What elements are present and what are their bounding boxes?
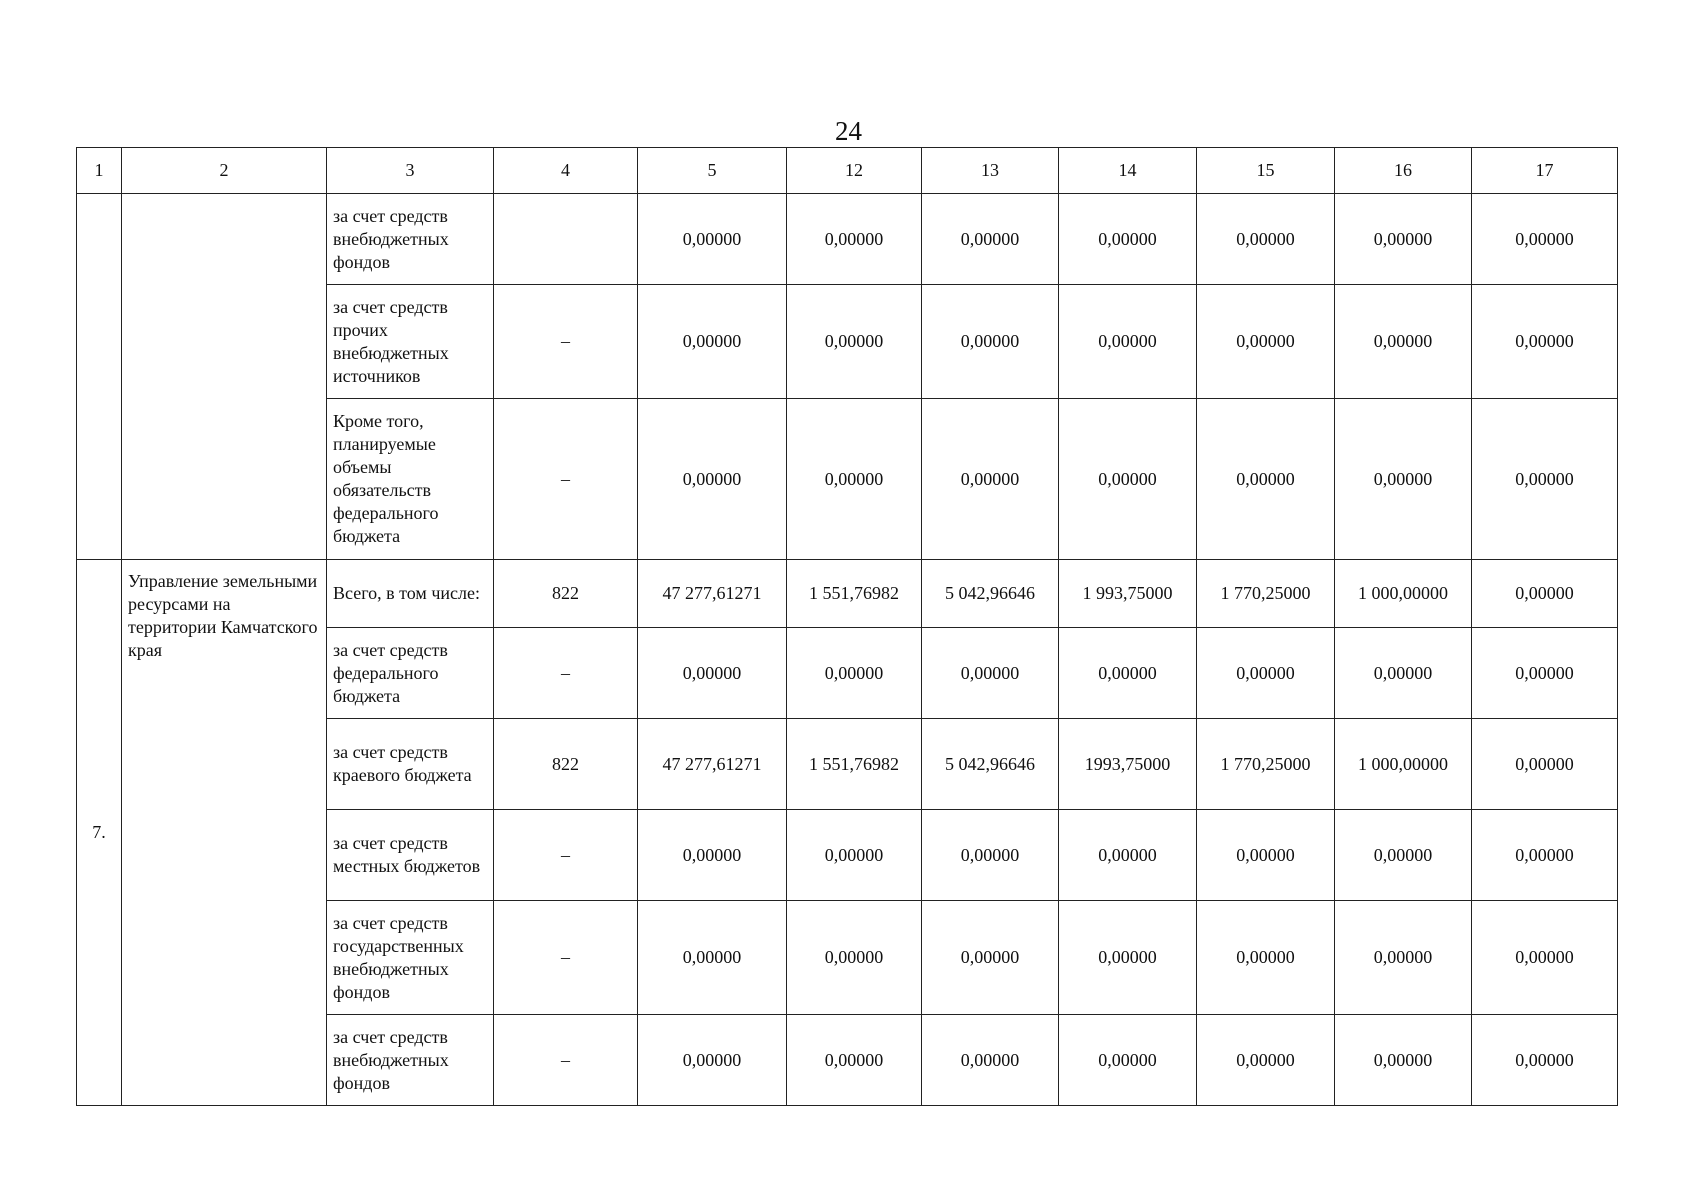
header-cell: 3 bbox=[327, 148, 494, 194]
value-cell: 0,00000 bbox=[1059, 285, 1197, 399]
value-cell: 1 551,76982 bbox=[787, 560, 922, 628]
value-cell: 0,00000 bbox=[1197, 901, 1335, 1015]
code-cell: – bbox=[494, 810, 638, 901]
page-number: 24 bbox=[835, 116, 862, 146]
value-cell: 47 277,61271 bbox=[638, 560, 787, 628]
value-cell: 0,00000 bbox=[1472, 194, 1618, 285]
source-cell: за счет средств местных бюджетов bbox=[327, 810, 494, 901]
value-cell: 0,00000 bbox=[787, 901, 922, 1015]
value-cell: 0,00000 bbox=[638, 901, 787, 1015]
value-cell: 0,00000 bbox=[922, 810, 1059, 901]
value-cell: 0,00000 bbox=[787, 285, 922, 399]
code-cell: 822 bbox=[494, 560, 638, 628]
header-cell: 2 bbox=[122, 148, 327, 194]
code-cell: – bbox=[494, 628, 638, 719]
value-cell: 0,00000 bbox=[1059, 810, 1197, 901]
value-cell: 0,00000 bbox=[1335, 399, 1472, 560]
value-cell: 0,00000 bbox=[638, 628, 787, 719]
value-cell: 0,00000 bbox=[1335, 628, 1472, 719]
value-cell: 0,00000 bbox=[787, 194, 922, 285]
value-cell: 0,00000 bbox=[1472, 901, 1618, 1015]
value-cell: 0,00000 bbox=[922, 399, 1059, 560]
table-row bbox=[77, 560, 1618, 628]
item-number: 7. bbox=[77, 560, 122, 1106]
value-cell: 0,00000 bbox=[1197, 399, 1335, 560]
header-cell: 4 bbox=[494, 148, 638, 194]
value-cell: 1993,75000 bbox=[1059, 719, 1197, 810]
value-cell: 0,00000 bbox=[1472, 399, 1618, 560]
item-name: Управление земельными ресурсами на территории Камчатского края bbox=[122, 560, 327, 1106]
value-cell: 0,00000 bbox=[1197, 194, 1335, 285]
value-cell: 1 000,00000 bbox=[1335, 719, 1472, 810]
header-cell: 14 bbox=[1059, 148, 1197, 194]
budget-table bbox=[76, 147, 1618, 1106]
value-cell: 0,00000 bbox=[1335, 1015, 1472, 1106]
value-cell: 0,00000 bbox=[1335, 901, 1472, 1015]
value-cell: 0,00000 bbox=[1197, 628, 1335, 719]
value-cell: 5 042,96646 bbox=[922, 560, 1059, 628]
value-cell: 0,00000 bbox=[1472, 285, 1618, 399]
value-cell: 0,00000 bbox=[1472, 628, 1618, 719]
value-cell: 0,00000 bbox=[1059, 399, 1197, 560]
value-cell: 0,00000 bbox=[1197, 285, 1335, 399]
number-cell-empty bbox=[77, 194, 122, 560]
code-cell: – bbox=[494, 399, 638, 560]
value-cell: 0,00000 bbox=[638, 810, 787, 901]
value-cell: 1 551,76982 bbox=[787, 719, 922, 810]
value-cell: 1 993,75000 bbox=[1059, 560, 1197, 628]
value-cell: 0,00000 bbox=[1197, 1015, 1335, 1106]
value-cell: 0,00000 bbox=[1472, 560, 1618, 628]
source-cell: за счет средств внебюджетных фондов bbox=[327, 194, 494, 285]
source-cell: за счет средств федерального бюджета bbox=[327, 628, 494, 719]
header-cell: 1 bbox=[77, 148, 122, 194]
source-cell: за счет средств прочих внебюджетных источников bbox=[327, 285, 494, 399]
header-cell: 13 bbox=[922, 148, 1059, 194]
value-cell: 0,00000 bbox=[1472, 810, 1618, 901]
header-cell: 17 bbox=[1472, 148, 1618, 194]
source-cell: за счет средств государственных внебюджетных фондов bbox=[327, 901, 494, 1015]
value-cell: 0,00000 bbox=[922, 285, 1059, 399]
value-cell: 0,00000 bbox=[787, 1015, 922, 1106]
value-cell: 0,00000 bbox=[638, 1015, 787, 1106]
header-cell: 5 bbox=[638, 148, 787, 194]
value-cell: 0,00000 bbox=[787, 810, 922, 901]
value-cell: 0,00000 bbox=[638, 285, 787, 399]
value-cell: 0,00000 bbox=[638, 194, 787, 285]
value-cell: 1 770,25000 bbox=[1197, 719, 1335, 810]
value-cell: 0,00000 bbox=[1472, 719, 1618, 810]
value-cell: 0,00000 bbox=[1059, 194, 1197, 285]
source-cell: за счет средств краевого бюджета bbox=[327, 719, 494, 810]
value-cell: 1 000,00000 bbox=[1335, 560, 1472, 628]
value-cell: 0,00000 bbox=[922, 628, 1059, 719]
code-cell: – bbox=[494, 285, 638, 399]
value-cell: 0,00000 bbox=[1335, 810, 1472, 901]
value-cell: 0,00000 bbox=[922, 901, 1059, 1015]
value-cell: 0,00000 bbox=[787, 399, 922, 560]
source-cell: Кроме того, планируемые объемы обязательств федерального бюджета bbox=[327, 399, 494, 560]
table-row bbox=[77, 194, 1618, 285]
value-cell: 0,00000 bbox=[922, 194, 1059, 285]
header-cell: 16 bbox=[1335, 148, 1472, 194]
header-cell: 12 bbox=[787, 148, 922, 194]
value-cell: 0,00000 bbox=[1335, 285, 1472, 399]
source-cell: Всего, в том числе: bbox=[327, 560, 494, 628]
value-cell: 0,00000 bbox=[922, 1015, 1059, 1106]
value-cell: 0,00000 bbox=[787, 628, 922, 719]
value-cell: 5 042,96646 bbox=[922, 719, 1059, 810]
code-cell: – bbox=[494, 901, 638, 1015]
code-cell bbox=[494, 194, 638, 285]
value-cell: 47 277,61271 bbox=[638, 719, 787, 810]
value-cell: 0,00000 bbox=[1335, 194, 1472, 285]
value-cell: 0,00000 bbox=[1059, 901, 1197, 1015]
header-cell: 15 bbox=[1197, 148, 1335, 194]
value-cell: 1 770,25000 bbox=[1197, 560, 1335, 628]
value-cell: 0,00000 bbox=[1197, 810, 1335, 901]
value-cell: 0,00000 bbox=[1059, 1015, 1197, 1106]
value-cell: 0,00000 bbox=[1059, 628, 1197, 719]
header-row bbox=[77, 148, 1618, 194]
code-cell: 822 bbox=[494, 719, 638, 810]
source-cell: за счет средств внебюджетных фондов bbox=[327, 1015, 494, 1106]
code-cell: – bbox=[494, 1015, 638, 1106]
value-cell: 0,00000 bbox=[638, 399, 787, 560]
value-cell: 0,00000 bbox=[1472, 1015, 1618, 1106]
name-cell-empty bbox=[122, 194, 327, 560]
